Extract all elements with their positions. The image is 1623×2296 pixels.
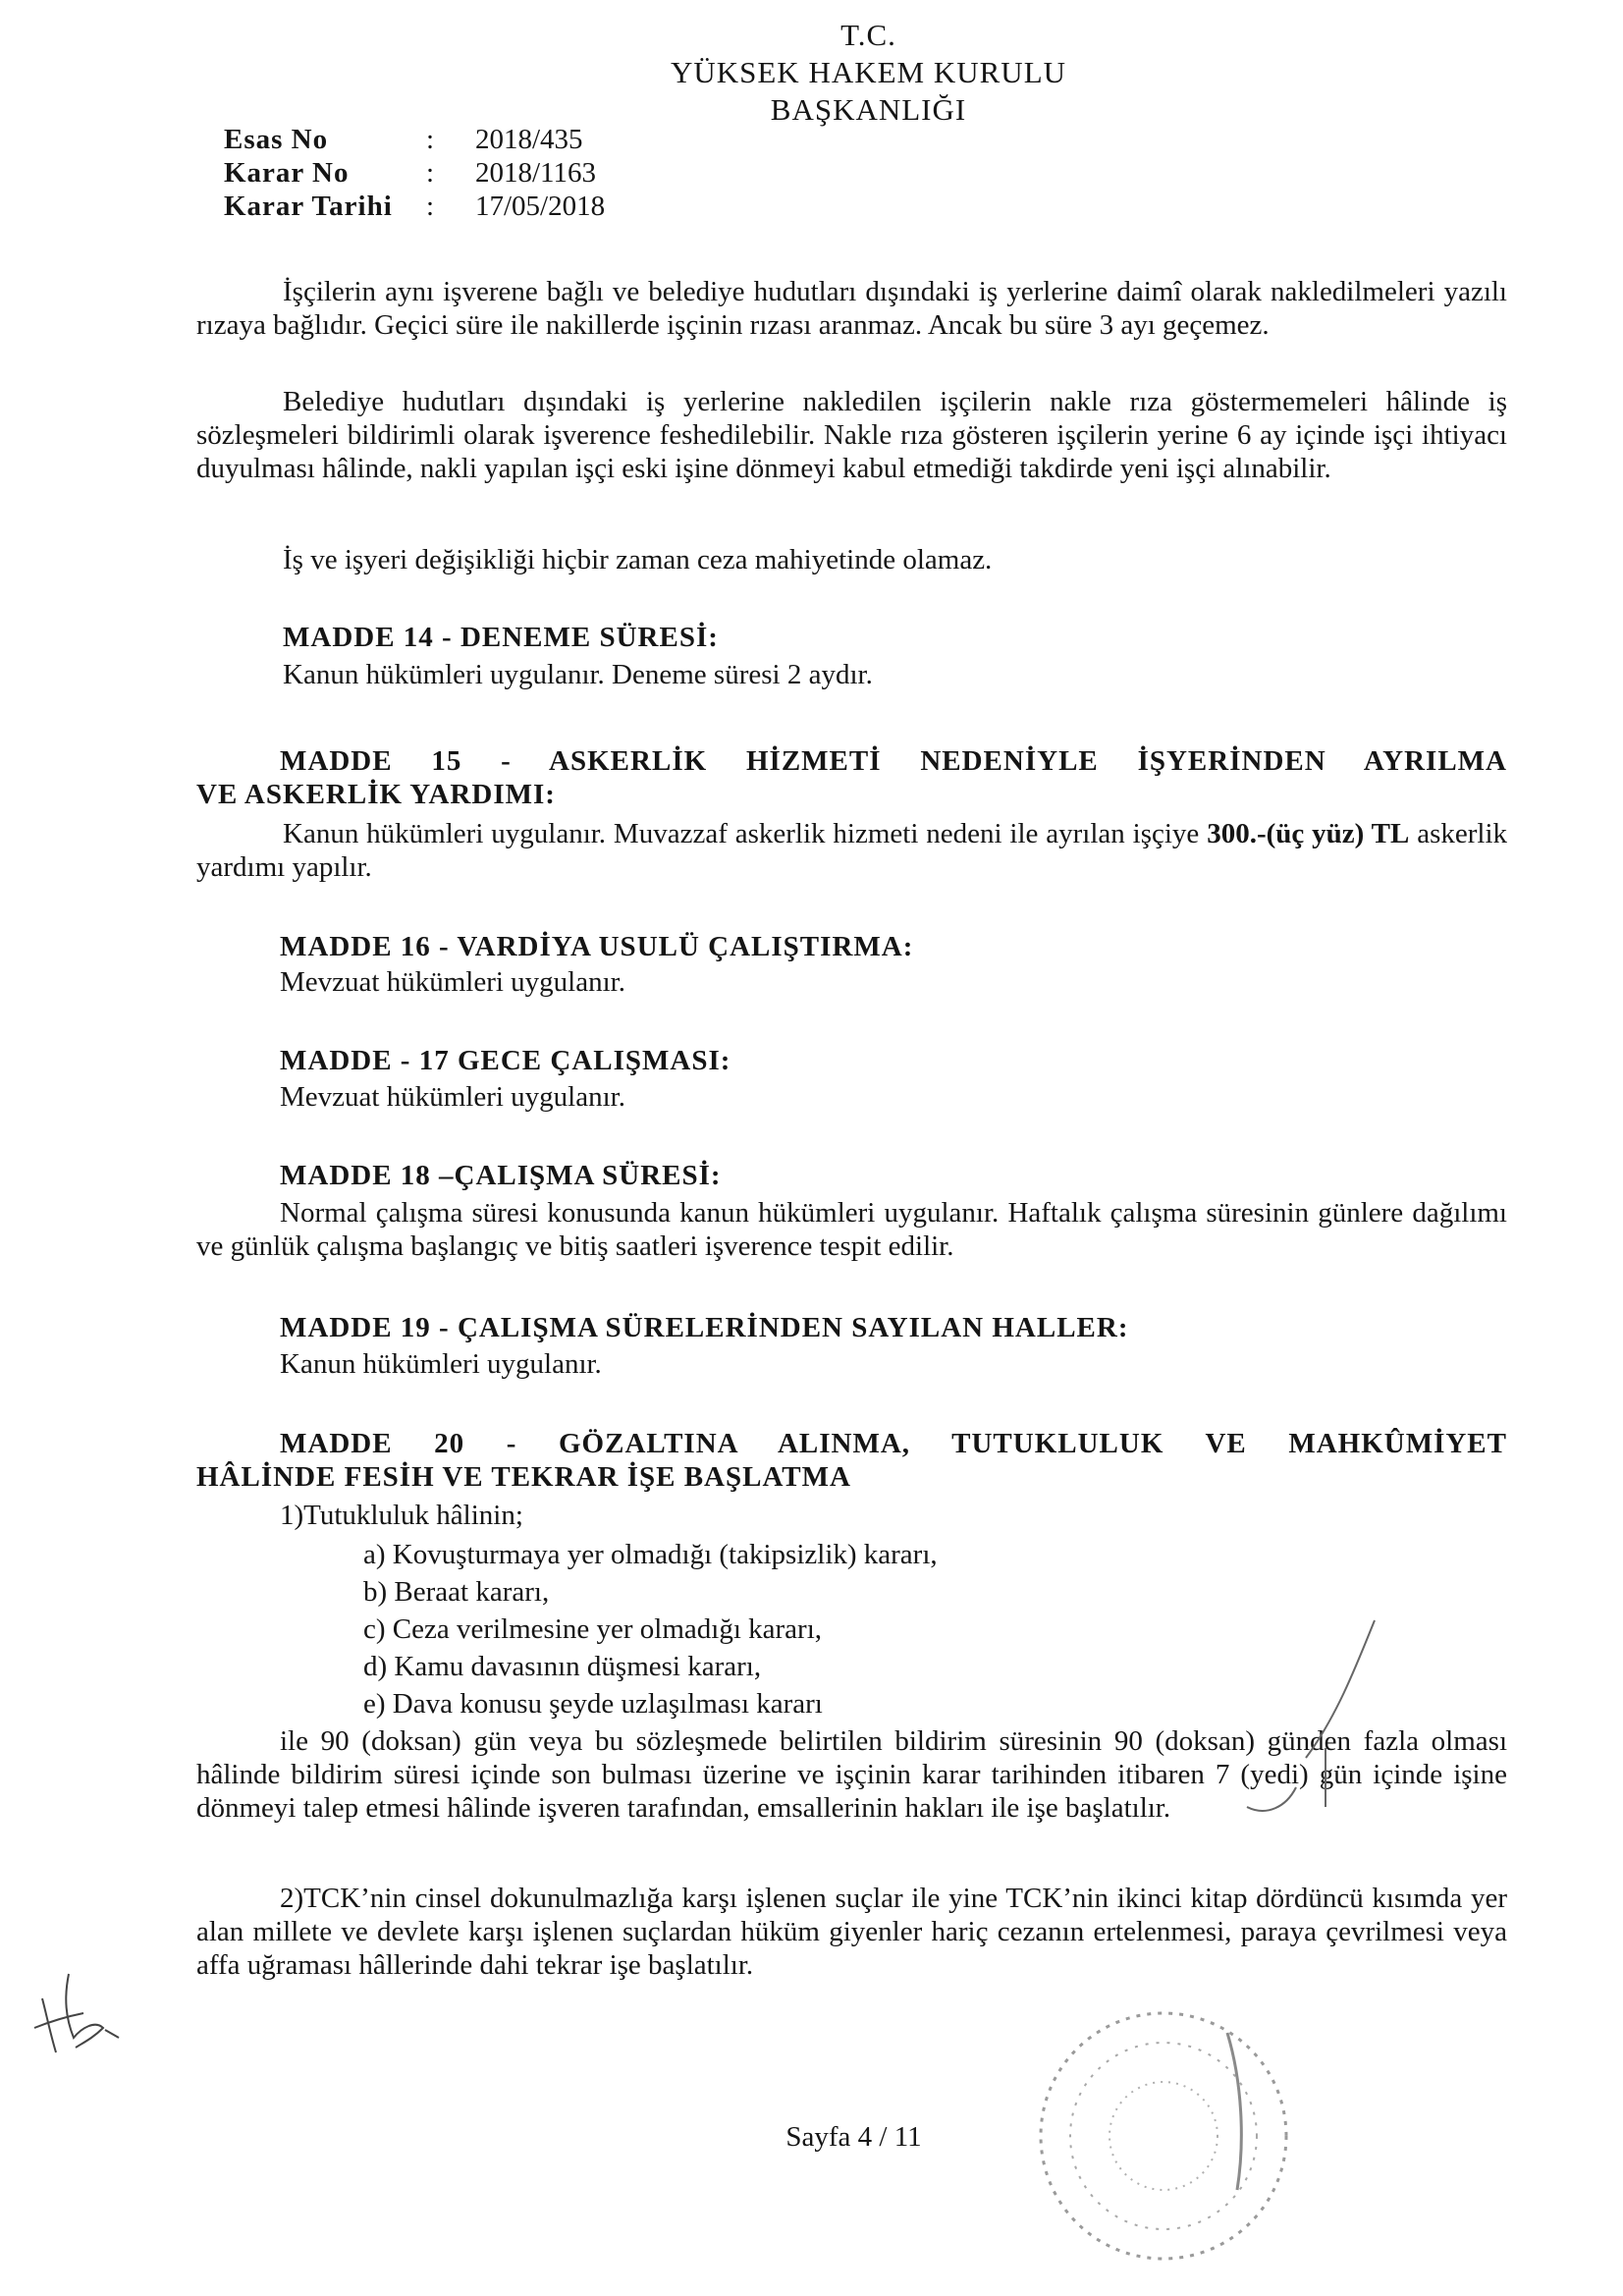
article-18-title: MADDE 18 –ÇALIŞMA SÜRESİ: (280, 1160, 722, 1191)
handwritten-initials (25, 1959, 133, 2067)
article-20-title-line1: MADDE 20 - GÖZALTINA ALINMA, TUTUKLULUK VE MAHKÛMİYET (280, 1428, 1507, 1459)
meta-label: Esas No (224, 124, 329, 155)
paragraph-no-penalty: İş ve işyeri değişikliği hiçbir zaman ceza mahiyetinde olamaz. (283, 544, 993, 575)
header-institution: YÜKSEK HAKEM KURULU (670, 55, 1067, 89)
meta-value: 17/05/2018 (475, 191, 606, 222)
article-20-item: e) Dava konusu şeyde uzlaşılması kararı (363, 1688, 823, 1720)
meta-colon: : (426, 157, 435, 189)
meta-value: 2018/1163 (475, 157, 596, 189)
article-14-title: MADDE 14 - DENEME SÜRESİ: (283, 622, 719, 653)
meta-row-tarih (224, 191, 715, 224)
article-20-item: c) Ceza verilmesine yer olmadığı kararı, (363, 1613, 823, 1645)
article-20-title-line2: HÂLİNDE FESİH VE TEKRAR İŞE BAŞLATMA (196, 1461, 851, 1493)
meta-block (224, 124, 715, 232)
article-20-item: a) Kovuşturmaya yer olmadığı (takipsizlik) kararı, (363, 1539, 938, 1570)
article-20-paragraph-1: ile 90 (doksan) gün veya bu sözleşmede belirtilen bildirim süresinin 90 (doksan) günden fazla olması hâlinde bildirim süresi içinde son bulması üzerine ve işçinin karar tarihinden itibaren 7 (yedi) gün içinde işine dönmeyi talep etmesi hâlinde işveren tarafından, emsallerinin hakları ile işe başlatılır. (196, 1725, 1507, 1824)
article-15-amount: 300.-(üç yüz) TL (1207, 818, 1410, 849)
article-17-body: Mevzuat hükümleri uygulanır. (280, 1081, 625, 1113)
article-16-body: Mevzuat hükümleri uygulanır. (280, 966, 625, 998)
article-20-title (196, 1427, 1507, 1494)
meta-row-karar (224, 157, 715, 191)
article-20-item: b) Beraat kararı, (363, 1576, 550, 1608)
handwritten-mark (1227, 1611, 1394, 1866)
article-15-title-line1: MADDE 15 - ASKERLİK HİZMETİ NEDENİYLE İŞYERİNDEN AYRILMA (280, 745, 1507, 777)
article-15-body-text: Kanun hükümleri uygulanır. Muvazzaf askerlik hizmeti nedeni ile ayrılan işçiye (283, 818, 1200, 849)
meta-row-esas (224, 124, 715, 157)
meta-label: Karar Tarihi (224, 191, 393, 222)
header-presidency: BAŞKANLIĞI (770, 92, 967, 127)
article-15-title (196, 744, 1507, 811)
meta-value: 2018/435 (475, 124, 583, 155)
article-15-title-line2: VE ASKERLİK YARDIMI: (196, 779, 556, 810)
page-number: Sayfa 4 / 11 (785, 2121, 922, 2153)
article-18-body: Normal çalışma süresi konusunda kanun hükümleri uygulanır. Haftalık çalışma süresinin günlere dağılımı ve günlük çalışma başlangıç ve bitiş saatleri işverence tespit edilir. (196, 1197, 1507, 1262)
article-20-item: d) Kamu davasının düşmesi kararı, (363, 1651, 762, 1682)
meta-label: Karar No (224, 157, 350, 189)
paragraph-transfer-termination: Belediye hudutları dışındaki iş yerlerine nakledilen işçilerin nakle rıza göstermemeleri hâlinde iş sözleşmeleri bildirimli olarak işverence feshedilebilir. Nakle rıza gösteren işçilerin yerine 6 ay içinde işçi ihtiyacı duyulması hâlinde, nakli yapılan işçi eski işine dönmeyi kabul etmediği takdirde yeni işçi alınabilir. (196, 386, 1507, 484)
header-tc: T.C. (840, 18, 896, 52)
article-17-title: MADDE - 17 GECE ÇALIŞMASI: (280, 1045, 731, 1076)
article-19-body: Kanun hükümleri uygulanır. (280, 1348, 602, 1380)
meta-colon: : (426, 191, 435, 222)
paragraph-transfer-consent: İşçilerin aynı işverene bağlı ve belediye hudutları dışındaki iş yerlerine daimî olarak nakledilmeleri yazılı rızaya bağlıdır. Geçici süre ile nakillerde işçinin rızası aranmaz. Ancak bu süre 3 ayı geçemez. (196, 276, 1507, 341)
article-15-body (196, 817, 1507, 884)
article-14-body: Kanun hükümleri uygulanır. Deneme süresi 2 aydır. (283, 659, 873, 690)
article-19-title: MADDE 19 - ÇALIŞMA SÜRELERİNDEN SAYILAN HALLER: (280, 1312, 1129, 1343)
article-20-intro: 1)Tutukluluk hâlinin; (280, 1500, 523, 1531)
article-15-body-text-end: askerlik yardımı yapılır. (196, 818, 1508, 883)
meta-colon: : (426, 124, 435, 155)
article-20-paragraph-2: 2)TCK’nin cinsel dokunulmazlığa karşı işlenen suçlar ile yine TCK’nin ikinci kitap dördüncü kısımda yer alan millete ve devlete karşı işlenen suçlardan hüküm giyenler hariç cezanın ertelenmesi, paraya çevrilmesi veya affa uğraması hâllerinde dahi tekrar işe başlatılır. (196, 1883, 1507, 1981)
article-16-title: MADDE 16 - VARDİYA USULÜ ÇALIŞTIRMA: (280, 931, 914, 962)
